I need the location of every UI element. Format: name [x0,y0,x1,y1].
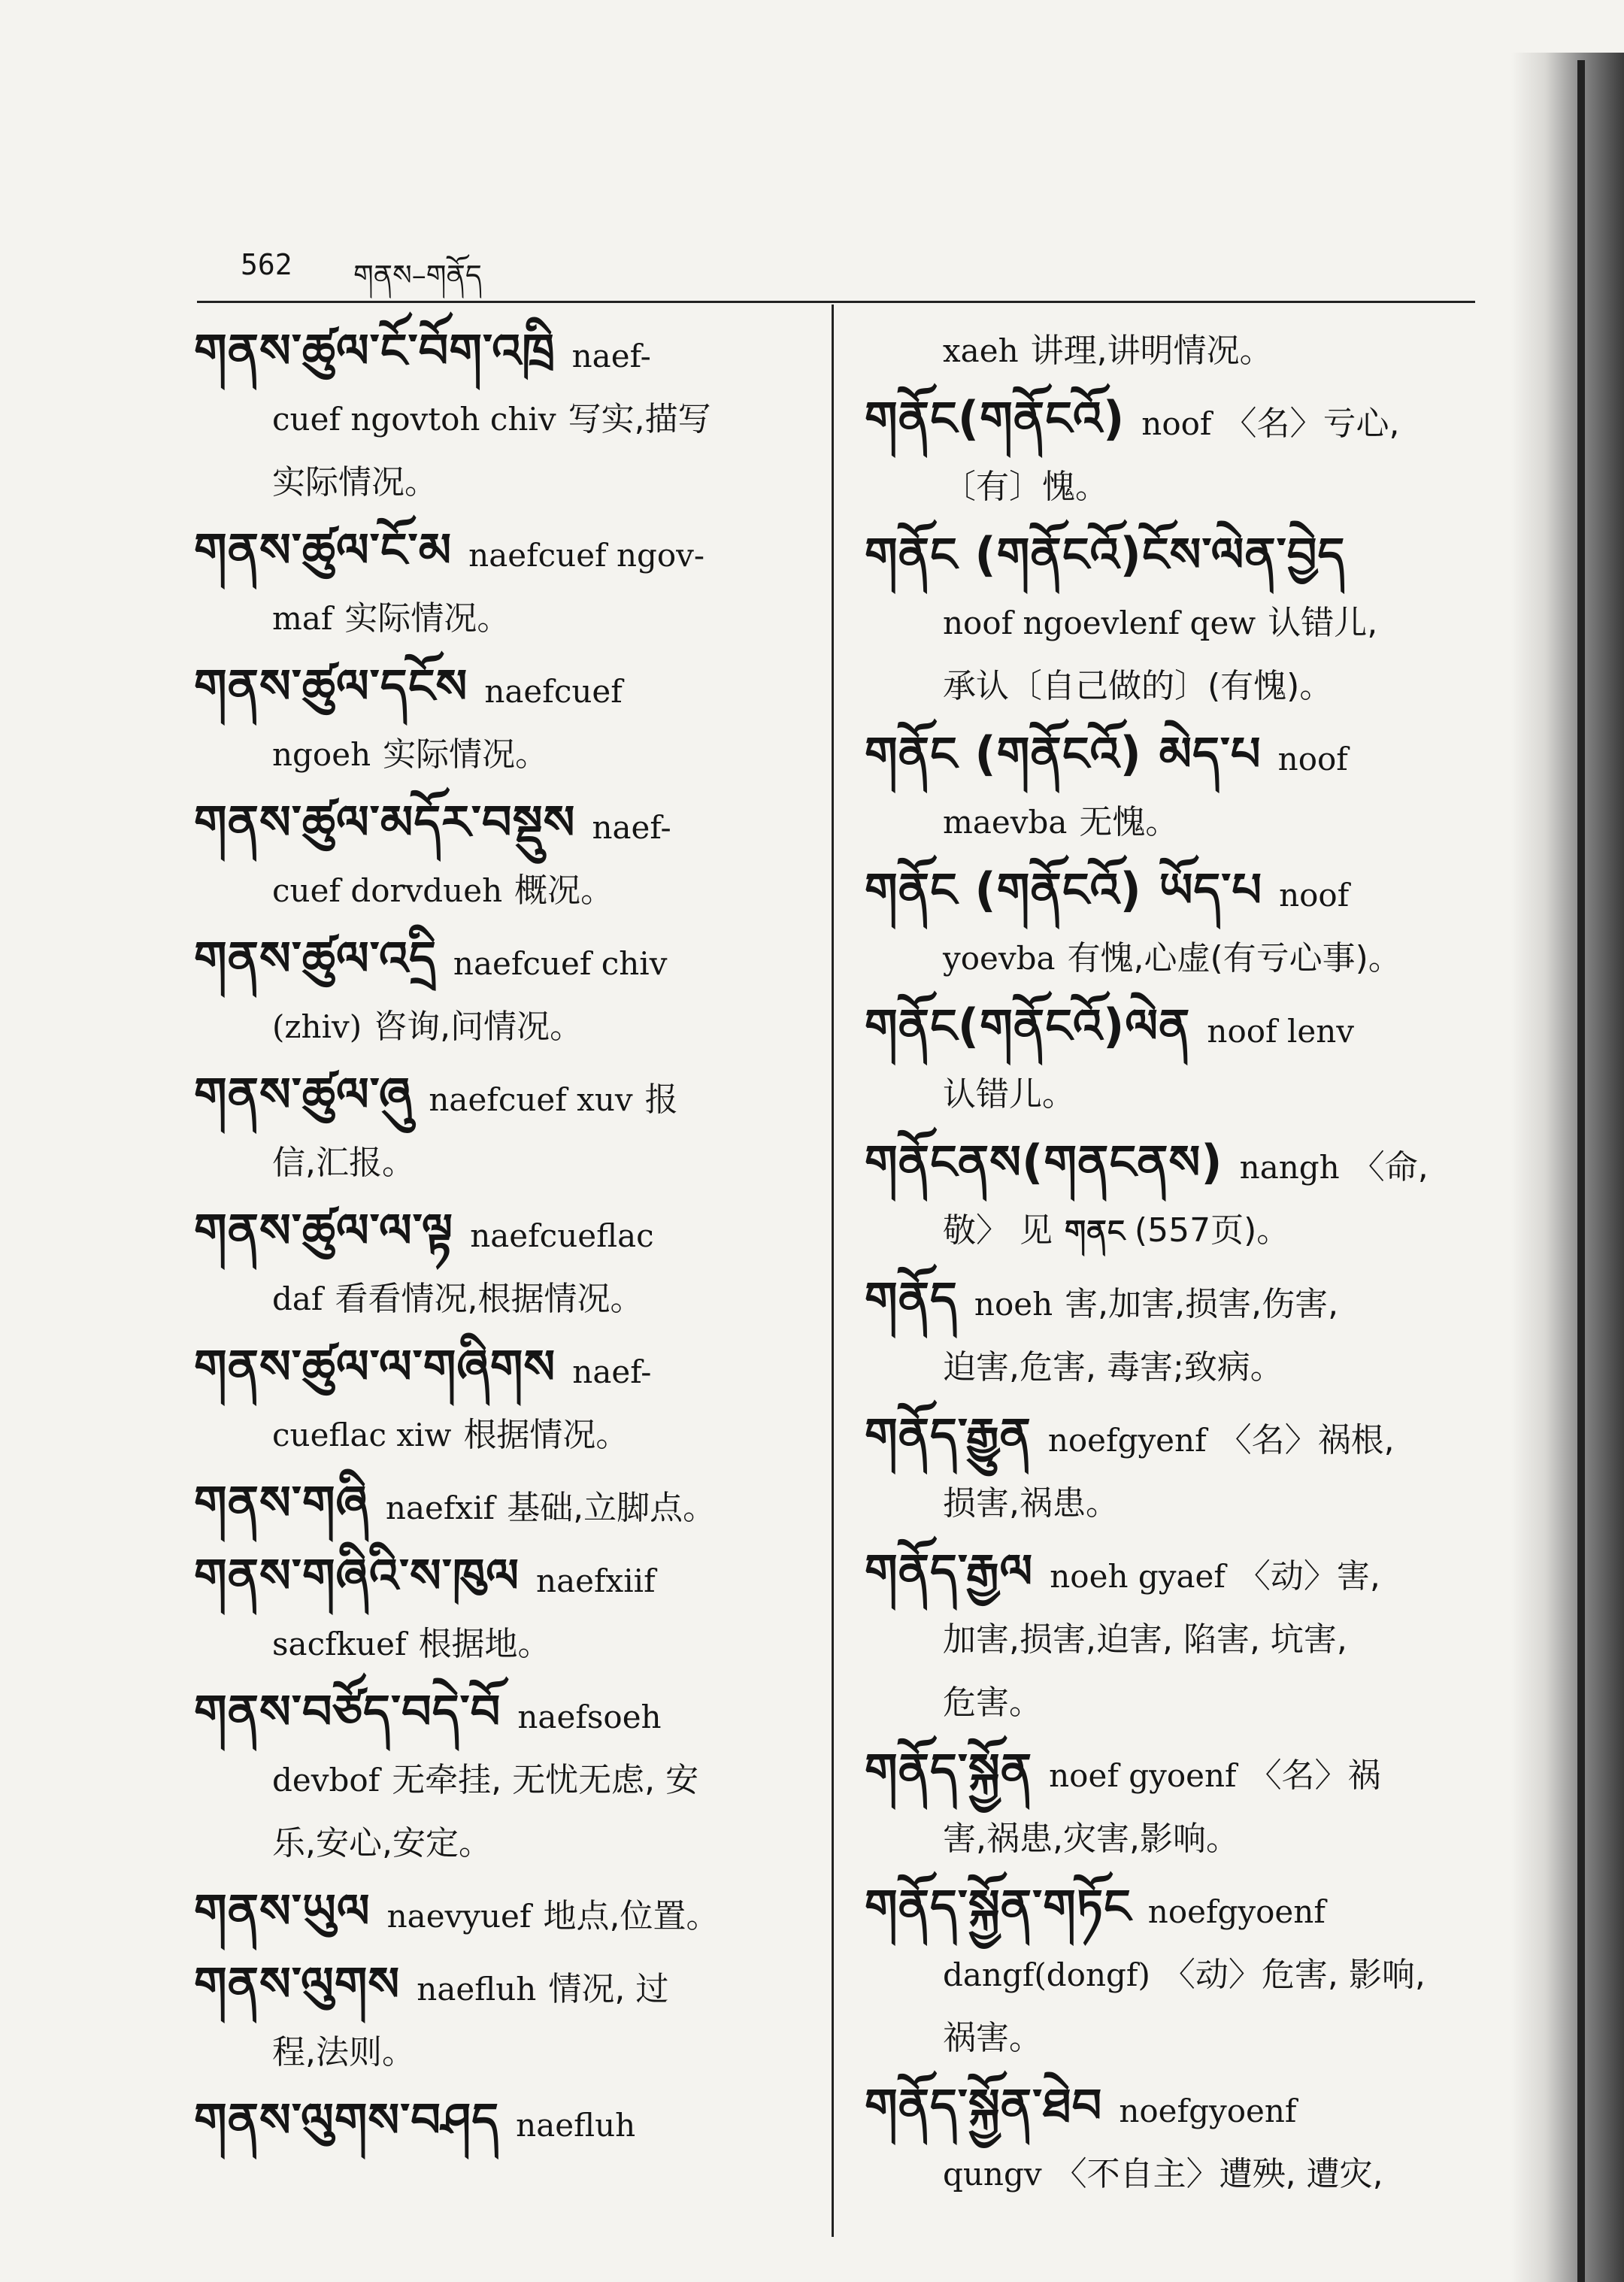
tibetan-headword: གནོད་རྒྱུན [865,1408,1032,1462]
tibetan-headword: གནོད་རྒྱལ [865,1544,1034,1599]
entry-continuation-line [865,1808,1489,1871]
tibetan-headword: གནས་ཚུལ་ངོ་བོག་འཁྲི [194,323,556,378]
tibetan-headword: གནས་ཡུལ [194,1883,371,1938]
romanization: cuef ngovtoh chiv [272,401,556,438]
dictionary-entry [865,320,1489,383]
romanization: cuef dorvdueh [272,872,503,909]
chinese-gloss: 地点,位置。 [543,1897,720,1935]
dictionary-entry [194,791,818,923]
romanization: noeh gyaef [1050,1558,1226,1595]
entry-continuation-line [865,927,1489,990]
binding-line [1577,60,1585,2282]
chinese-gloss: 承认〔自己做的〕(有愧)。 [943,667,1333,705]
romanization: naefxif [385,1490,495,1526]
tibetan-headword: གནས་ཚུལ་ལ་གཞིགས [194,1339,556,1394]
tibetan-headword: གནས་ལུགས [194,1956,401,2011]
entry-headword-line [194,1953,818,2021]
entry-continuation-line [865,1608,1489,1671]
chinese-gloss: 〔有〕愧。 [943,468,1108,506]
romanization: (zhiv) [272,1008,362,1045]
tibetan-headword: གནོངནས(གནངནས) [865,1135,1223,1189]
romanization: maevba [943,804,1068,841]
chinese-gloss: 实际情况。 [383,735,549,774]
entry-headword-line [194,1063,818,1132]
running-head: གནས–གནོད [353,259,482,292]
dictionary-entry [865,1875,1489,2070]
chinese-gloss: 害,祸患,灾害,影响。 [943,1820,1239,1858]
tibetan-headword: གནས་གཞི [194,1475,369,1530]
chinese-gloss: 无愧。 [1079,803,1179,841]
romanization: naefcuef ngov- [468,537,705,574]
tibetan-headword: གནོང(གནོངའོ)ལེན [865,999,1191,1053]
dictionary-entry [194,927,818,1059]
dictionary-entry [194,655,818,786]
entry-headword-line [865,1404,1489,1472]
tibetan-headword: གནོད་སྐྱོན་གཏོང [865,1879,1132,1934]
tibetan-headword: གནས་ཚུལ་མདོར་བསྡུས [194,795,576,850]
entry-headword-line [194,519,818,587]
chinese-gloss: 〈动〉危害, 影响, [1162,1956,1426,1994]
romanization: noof [1277,741,1348,777]
dictionary-entry [865,995,1489,1126]
tibetan-headword: གནས་གཞིའི་ས་ཁུལ [194,1548,520,1603]
chinese-gloss: 〈动〉害, [1237,1557,1380,1596]
dictionary-entry [194,1544,818,1676]
romanization: sacfkuef [272,1626,407,1662]
dictionary-entry [865,1404,1489,1535]
chinese-gloss: 讲理,讲明情况。 [1030,332,1273,370]
entry-headword-line [194,655,818,723]
entry-continuation-line [194,451,818,514]
dictionary-entry [194,1335,818,1467]
entry-continuation-line [194,996,818,1059]
entry-continuation-line [194,388,818,451]
chinese-gloss: 根据情况。 [463,1416,629,1454]
page-number: 562 [241,248,292,281]
tibetan-headword: གནོང (གནོངའོ) མེད་པ [865,726,1262,781]
entry-continuation-line [865,2143,1489,2206]
entry-headword-line [194,1471,818,1540]
chinese-gloss: 祸害。 [943,2019,1042,2057]
romanization: naefsoeh [517,1699,662,1735]
tibetan-headword: གནས་ཚུལ་ཞུ [194,1067,413,1122]
entry-continuation-line [194,1268,818,1331]
romanization: naefcuef chiv [453,945,668,982]
entry-headword-line [194,1544,818,1613]
chinese-gloss: 实际情况。 [272,463,438,502]
entry-headword-line [865,387,1489,456]
romanization: naefcueflac [470,1217,654,1254]
chinese-gloss: 情况, 过 [548,1970,669,2008]
chinese-gloss: 实际情况。 [344,599,511,638]
chinese-gloss: 害,加害,损害,伤害, [1065,1285,1339,1323]
romanization: noefgyenf [1047,1422,1207,1459]
chinese-gloss: 有愧,心虚(有亏心事)。 [1067,939,1401,977]
entry-continuation-line [194,2021,818,2084]
entry-continuation-line [865,1472,1489,1535]
romanization: devbof [272,1762,380,1799]
entry-continuation-line [194,1404,818,1467]
romanization: yoevba [943,940,1056,977]
dictionary-entry [194,1471,818,1540]
tibetan-headword: གནས་བཙོད་བདེ་བོ [194,1684,501,1739]
tibetan-headword: གནོང (གནོངའོ)ངོས་ལེན་བྱེད [865,527,1346,582]
romanization: noef gyoenf [1049,1757,1237,1794]
romanization: noof lenv [1207,1013,1355,1050]
entry-continuation-line [194,1749,818,1812]
entry-continuation-line [865,320,1489,383]
entry-continuation-line [194,1132,818,1195]
entry-continuation-line [194,723,818,786]
romanization: qungv [943,2156,1042,2193]
cross-reference: གནང [1065,1214,1126,1249]
entry-headword-line [194,1880,818,1948]
tibetan-headword: གནོད་སྐྱོན [865,1743,1033,1798]
chinese-gloss: 无牵挂, 无忧无虑, 安 [392,1761,699,1799]
romanization: naef- [572,1353,652,1390]
tibetan-headword: གནས་ཚུལ་ངོ་མ [194,523,453,577]
tibetan-headword: གནོད་སྐྱོན་ཐེབ [865,2078,1103,2133]
chinese-gloss: (557页)。 [1134,1211,1290,1250]
entry-continuation-line [865,791,1489,854]
chinese-gloss: 概况。 [514,871,614,910]
dictionary-entry [194,1199,818,1331]
entry-continuation-line [865,592,1489,655]
entry-continuation-line [865,1199,1489,1263]
tibetan-headword: གནོད [865,1271,958,1326]
chinese-gloss: 〈名〉亏心, [1223,405,1400,443]
chinese-gloss: 乐,安心,安定。 [272,1824,492,1862]
header-rule [197,301,1475,303]
entry-headword-line [865,859,1489,927]
dictionary-entry [865,387,1489,519]
entry-headword-line [194,1335,818,1404]
dictionary-entry [865,1739,1489,1871]
chinese-gloss: 信,汇报。 [272,1144,415,1182]
tibetan-headword: གནོང (གནོངའོ) ཡོད་པ [865,862,1263,917]
tibetan-headword: གནས་ཚུལ་འདྲི [194,931,437,986]
chinese-gloss: 认错儿。 [943,1075,1075,1114]
romanization: noefgyoenf [1147,1893,1326,1930]
dictionary-entry [194,1953,818,2084]
page-header [241,241,1481,301]
romanization: naefluh [417,1971,537,2008]
chinese-gloss: 认错儿, [1268,604,1378,642]
romanization: cueflac xiw [272,1417,452,1453]
entry-headword-line [865,2074,1489,2143]
entry-headword-line [194,1680,818,1749]
entry-headword-line [194,2089,818,2157]
tibetan-headword: གནས་ཚུལ་ལ་ལྟ [194,1203,454,1258]
entry-headword-line [865,1268,1489,1336]
left-column [194,320,818,2162]
romanization: naefluh [516,2107,636,2144]
entry-headword-line [865,1739,1489,1808]
romanization: dangf(dongf) [943,1956,1150,1993]
entry-continuation-line [865,1336,1489,1399]
tibetan-headword: གནས་ཚུལ་དངོས [194,659,468,714]
chinese-gloss: 加害,损害,迫害, 陷害, 坑害, [943,1620,1347,1659]
dictionary-entry [865,2074,1489,2206]
dictionary-entry [194,2089,818,2157]
dictionary-entry [865,523,1489,718]
entry-headword-line [194,1199,818,1268]
chinese-gloss: 报 [644,1080,678,1119]
chinese-gloss: 损害,祸患。 [943,1484,1119,1523]
chinese-gloss: 基础,立脚点。 [507,1489,717,1527]
entry-continuation-line [865,1944,1489,2007]
entry-continuation-line [865,655,1489,718]
chinese-gloss: 〈命, [1351,1148,1429,1186]
dictionary-entry [194,519,818,650]
tibetan-headword: གནས་ལུགས་བཤད [194,2093,500,2147]
entry-continuation-line [194,1613,818,1676]
romanization: ngoeh [272,736,371,773]
romanization: naevyuef [386,1898,532,1935]
entry-headword-line [865,723,1489,791]
dictionary-entry [865,859,1489,990]
romanization: naef- [592,809,671,846]
chinese-gloss: 写实,描写 [568,400,711,438]
dictionary-entry [865,723,1489,854]
chinese-gloss: 迫害,危害, 毒害;致病。 [943,1348,1283,1386]
chinese-gloss: 程,法则。 [272,2033,415,2071]
romanization: nangh [1239,1149,1340,1186]
romanization: naefcuef [484,673,623,710]
entry-headword-line [865,1131,1489,1199]
chinese-gloss: 根据地。 [418,1625,551,1663]
romanization: maf [272,600,333,637]
entry-continuation-line [194,859,818,923]
entry-continuation-line [865,2007,1489,2070]
romanization: noof ngoevlenf qew [943,605,1256,641]
chinese-gloss: 〈名〉祸 [1248,1756,1381,1795]
entry-headword-line [865,1875,1489,1944]
dictionary-entry [865,1540,1489,1735]
entry-continuation-line [194,587,818,650]
romanization: naefxiif [536,1562,656,1599]
entry-headword-line [194,927,818,996]
romanization: naef- [571,338,651,374]
entry-headword-line [865,523,1489,592]
column-divider [832,305,834,2237]
chinese-gloss: 〈名〉祸根, [1218,1421,1395,1459]
dictionary-entry [194,320,818,514]
entry-continuation-line [865,1063,1489,1126]
entry-headword-line [194,791,818,859]
entry-headword-line [865,1540,1489,1608]
romanization: daf [272,1280,323,1317]
entry-continuation-line [865,456,1489,519]
romanization: noof [1141,405,1212,442]
entry-headword-line [865,995,1489,1063]
romanization: noeh [974,1286,1053,1323]
entry-continuation-line [865,1671,1489,1735]
chinese-gloss: 看看情况,根据情况。 [335,1280,644,1318]
romanization: noefgyoenf [1119,2093,1297,2129]
romanization: xaeh [943,332,1019,369]
entry-headword-line [194,320,818,388]
dictionary-entry [194,1063,818,1195]
dictionary-entry [194,1680,818,1875]
entry-continuation-line [194,1812,818,1875]
tibetan-headword: གནོང(གནོངའོ) [865,391,1126,446]
dictionary-entry [865,1268,1489,1399]
chinese-gloss: 咨询,问情况。 [374,1008,583,1046]
romanization: noof [1279,877,1350,914]
chinese-gloss: 〈不自主〉遭殃, 遭灾, [1053,2155,1383,2193]
page-edge-shadow [1511,53,1624,2282]
dictionary-entry [194,1880,818,1948]
right-column [865,320,1489,2211]
chinese-gloss: 危害。 [943,1683,1042,1722]
dictionary-entry [865,1131,1489,1263]
romanization: naefcuef xuv [429,1081,633,1118]
chinese-gloss: 敬〉 见 [943,1211,1053,1250]
